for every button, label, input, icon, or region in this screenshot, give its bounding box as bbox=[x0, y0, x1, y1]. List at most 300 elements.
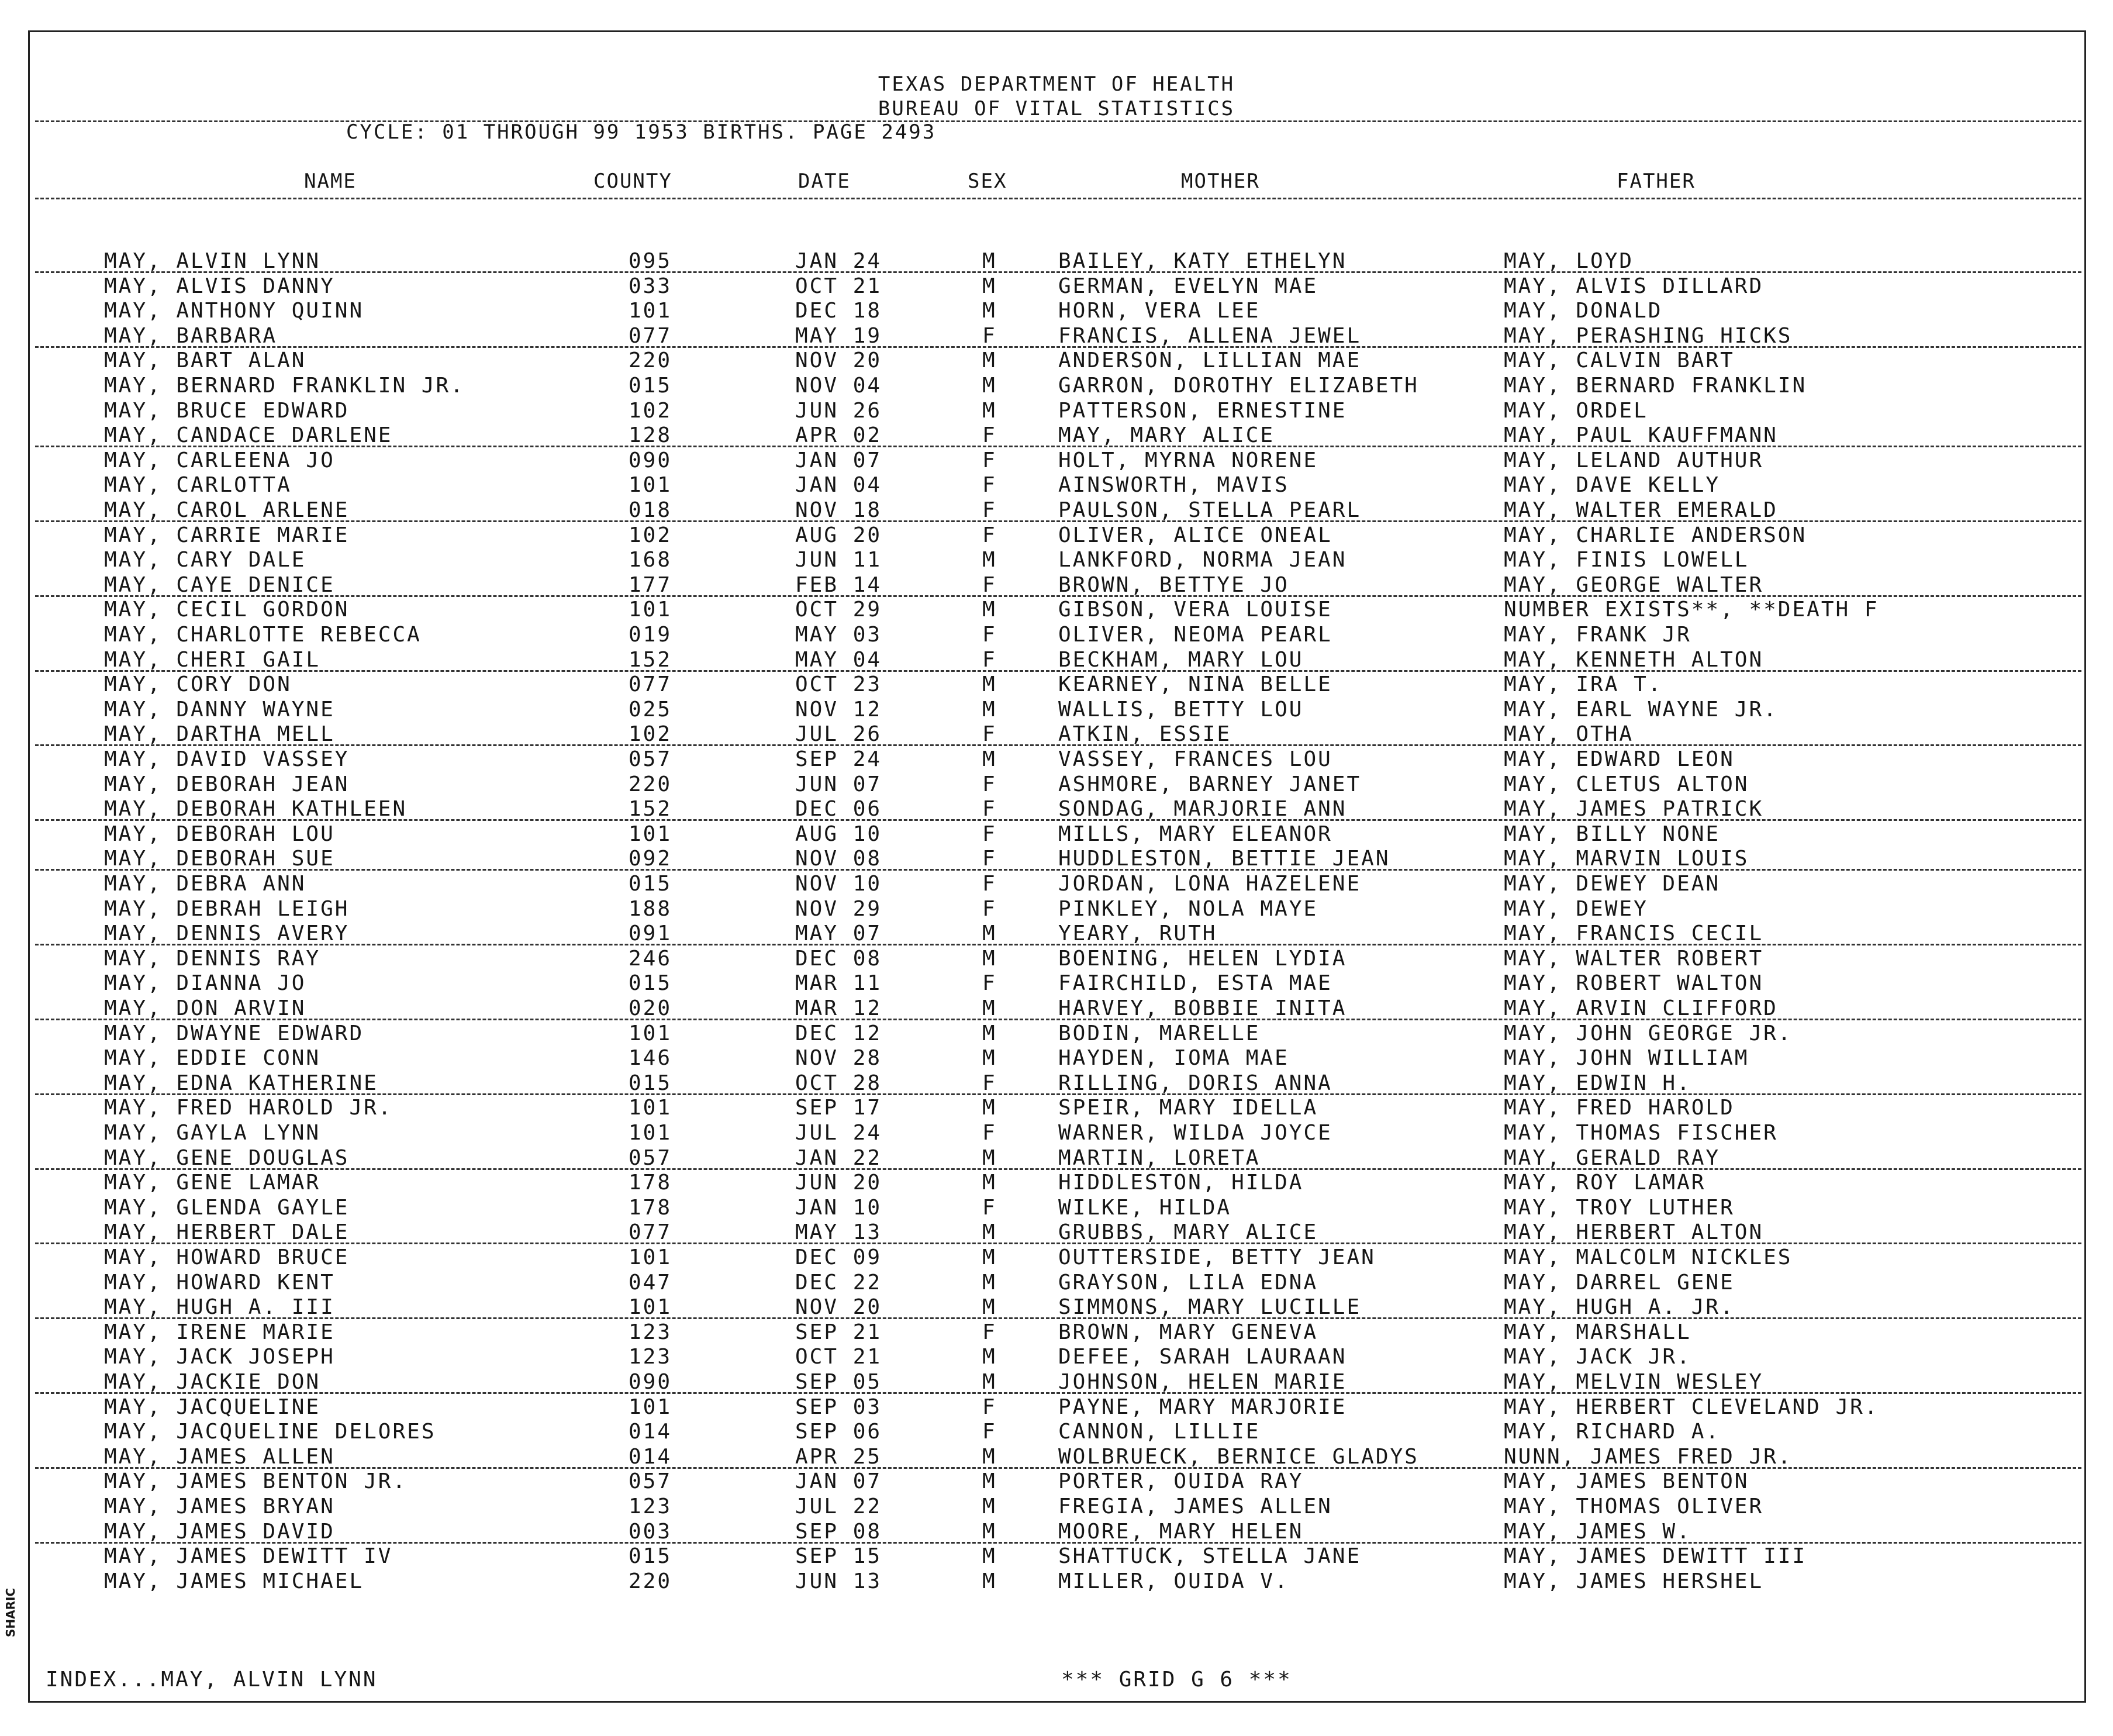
table-row bbox=[0, 1395, 2113, 1420]
record-father: MAY, WALTER EMERALD bbox=[1504, 498, 1778, 522]
record-father: MAY, THOMAS OLIVER bbox=[1504, 1495, 1764, 1518]
record-mother: SIMMONS, MARY LUCILLE bbox=[1058, 1295, 1362, 1320]
table-row bbox=[0, 872, 2113, 896]
record-sex: F bbox=[982, 797, 997, 822]
record-sex: M bbox=[982, 1270, 997, 1295]
record-sex: F bbox=[982, 772, 997, 796]
record-mother: PAULSON, STELLA PEARL bbox=[1058, 498, 1362, 522]
record-date: JUL 26 bbox=[795, 722, 882, 747]
record-date: MAY 13 bbox=[795, 1220, 882, 1245]
table-row bbox=[0, 1096, 2113, 1120]
record-sex: F bbox=[982, 822, 997, 846]
record-name: MAY, DEBORAH JEAN bbox=[104, 772, 350, 796]
record-father: MAY, MALCOLM NICKLES bbox=[1504, 1245, 1793, 1269]
record-county: 092 bbox=[629, 847, 672, 871]
record-mother: FAIRCHILD, ESTA MAE bbox=[1058, 971, 1332, 996]
record-date: AUG 10 bbox=[795, 822, 882, 846]
record-date: JAN 24 bbox=[795, 249, 882, 273]
record-name: MAY, EDNA KATHERINE bbox=[104, 1071, 378, 1095]
row-dashed-rule bbox=[35, 1542, 2081, 1544]
record-name: MAY, CARRIE MARIE bbox=[104, 523, 350, 547]
record-county: 091 bbox=[629, 922, 672, 946]
table-row bbox=[0, 1245, 2113, 1270]
record-county: 077 bbox=[629, 1220, 672, 1245]
row-dashed-rule bbox=[35, 670, 2081, 672]
record-sex: F bbox=[982, 1395, 997, 1419]
record-sex: M bbox=[982, 1519, 997, 1544]
record-date: OCT 28 bbox=[795, 1071, 882, 1095]
record-father: MAY, DARREL GENE bbox=[1504, 1270, 1735, 1295]
record-father: MAY, JAMES HERSHEL bbox=[1504, 1569, 1764, 1593]
record-mother: BOENING, HELEN LYDIA bbox=[1058, 946, 1347, 971]
record-father: MAY, FINIS LOWELL bbox=[1504, 548, 1749, 572]
record-county: 102 bbox=[629, 523, 672, 547]
record-father: MAY, JAMES W. bbox=[1504, 1519, 1691, 1544]
table-row bbox=[0, 324, 2113, 348]
row-dashed-rule bbox=[35, 1392, 2081, 1394]
record-mother: KEARNEY, NINA BELLE bbox=[1058, 672, 1332, 697]
record-sex: M bbox=[982, 299, 997, 323]
record-name: MAY, EDDIE CONN bbox=[104, 1046, 321, 1071]
record-mother: AINSWORTH, MAVIS bbox=[1058, 473, 1289, 498]
record-county: 101 bbox=[629, 1395, 672, 1419]
record-mother: HIDDLESTON, HILDA bbox=[1058, 1171, 1304, 1195]
record-father: MAY, KENNETH ALTON bbox=[1504, 647, 1764, 672]
row-dashed-rule bbox=[35, 1317, 2081, 1319]
record-sex: F bbox=[982, 1195, 997, 1220]
record-mother: MILLER, OUIDA V. bbox=[1058, 1569, 1289, 1593]
table-row bbox=[0, 947, 2113, 971]
record-mother: HUDDLESTON, BETTIE JEAN bbox=[1058, 847, 1390, 871]
record-sex: M bbox=[982, 1145, 997, 1170]
record-name: MAY, CAROL ARLENE bbox=[104, 498, 350, 522]
record-county: 220 bbox=[629, 1569, 672, 1593]
table-row bbox=[0, 672, 2113, 697]
record-sex: F bbox=[982, 971, 997, 996]
table-row bbox=[0, 249, 2113, 274]
record-father: NUNN, JAMES FRED JR. bbox=[1504, 1444, 1793, 1469]
table-row bbox=[0, 1220, 2113, 1245]
record-father: MAY, MARVIN LOUIS bbox=[1504, 847, 1749, 871]
record-father: MAY, FRANCIS CECIL bbox=[1504, 922, 1764, 946]
record-father: MAY, ROY LAMAR bbox=[1504, 1171, 1706, 1195]
record-name: MAY, CARLOTTA bbox=[104, 473, 292, 498]
record-sex: M bbox=[982, 1295, 997, 1320]
record-sex: M bbox=[982, 1444, 997, 1469]
record-mother: HAYDEN, IOMA MAE bbox=[1058, 1046, 1289, 1071]
table-row bbox=[0, 922, 2113, 946]
row-dashed-rule bbox=[35, 446, 2081, 447]
record-father: MAY, OTHA bbox=[1504, 722, 1634, 747]
record-sex: F bbox=[982, 423, 997, 448]
record-name: MAY, DEBORAH LOU bbox=[104, 822, 335, 846]
record-name: MAY, DWAYNE EDWARD bbox=[104, 1021, 364, 1045]
record-date: MAY 03 bbox=[795, 623, 882, 647]
record-date: OCT 23 bbox=[795, 672, 882, 697]
record-date: SEP 08 bbox=[795, 1519, 882, 1544]
record-date: NOV 20 bbox=[795, 348, 882, 373]
record-name: MAY, FRED HAROLD JR. bbox=[104, 1096, 393, 1120]
column-header-mother: MOTHER bbox=[1181, 170, 1260, 193]
record-sex: F bbox=[982, 623, 997, 647]
row-dashed-rule bbox=[35, 346, 2081, 348]
record-county: 018 bbox=[629, 498, 672, 522]
record-county: 128 bbox=[629, 423, 672, 448]
record-mother: BECKHAM, MARY LOU bbox=[1058, 647, 1304, 672]
record-county: 102 bbox=[629, 398, 672, 423]
record-county: 101 bbox=[629, 473, 672, 498]
table-row bbox=[0, 1569, 2113, 1594]
record-mother: RILLING, DORIS ANNA bbox=[1058, 1071, 1332, 1095]
record-mother: ANDERSON, LILLIAN MAE bbox=[1058, 348, 1362, 373]
record-sex: M bbox=[982, 274, 997, 298]
record-sex: M bbox=[982, 1495, 997, 1518]
record-county: 101 bbox=[629, 1245, 672, 1269]
record-mother: MOORE, MARY HELEN bbox=[1058, 1519, 1304, 1544]
record-name: MAY, DEBRAH LEIGH bbox=[104, 896, 350, 921]
record-sex: M bbox=[982, 249, 997, 273]
record-county: 220 bbox=[629, 348, 672, 373]
table-row bbox=[0, 1320, 2113, 1345]
record-mother: BROWN, MARY GENEVA bbox=[1058, 1320, 1318, 1344]
table-row bbox=[0, 348, 2113, 373]
department-title: TEXAS DEPARTMENT OF HEALTH bbox=[878, 73, 1235, 96]
record-name: MAY, JAMES BENTON JR. bbox=[104, 1469, 408, 1494]
record-county: 014 bbox=[629, 1444, 672, 1469]
table-row bbox=[0, 1295, 2113, 1320]
record-date: DEC 09 bbox=[795, 1245, 882, 1269]
table-row bbox=[0, 1146, 2113, 1171]
record-sex: M bbox=[982, 1569, 997, 1593]
record-date: JAN 10 bbox=[795, 1195, 882, 1220]
record-father: MAY, JACK JR. bbox=[1504, 1345, 1691, 1369]
record-name: MAY, GENE DOUGLAS bbox=[104, 1145, 350, 1170]
record-mother: GERMAN, EVELYN MAE bbox=[1058, 274, 1318, 298]
record-father: MAY, LOYD bbox=[1504, 249, 1634, 273]
record-name: MAY, BARBARA bbox=[104, 323, 278, 348]
row-dashed-rule bbox=[35, 520, 2081, 522]
record-father: MAY, JOHN WILLIAM bbox=[1504, 1046, 1749, 1071]
side-label: SHARIC bbox=[4, 1587, 18, 1637]
record-name: MAY, DEBORAH KATHLEEN bbox=[104, 797, 408, 822]
table-row bbox=[0, 1046, 2113, 1071]
record-sex: F bbox=[982, 872, 997, 896]
table-row bbox=[0, 473, 2113, 498]
record-mother: DEFEE, SARAH LAURAAN bbox=[1058, 1345, 1347, 1369]
record-father: MAY, HERBERT ALTON bbox=[1504, 1220, 1764, 1245]
table-row bbox=[0, 374, 2113, 398]
table-row bbox=[0, 548, 2113, 572]
record-father: MAY, HUGH A. JR. bbox=[1504, 1295, 1735, 1320]
record-date: NOV 20 bbox=[795, 1295, 882, 1320]
record-date: MAY 19 bbox=[795, 323, 882, 348]
table-row bbox=[0, 1520, 2113, 1544]
record-county: 090 bbox=[629, 1370, 672, 1394]
record-name: MAY, JACQUELINE bbox=[104, 1395, 321, 1419]
record-date: MAY 04 bbox=[795, 647, 882, 672]
record-date: OCT 21 bbox=[795, 1345, 882, 1369]
record-county: 101 bbox=[629, 1096, 672, 1120]
record-sex: F bbox=[982, 647, 997, 672]
record-date: JUL 22 bbox=[795, 1495, 882, 1518]
record-mother: OLIVER, NEOMA PEARL bbox=[1058, 623, 1332, 647]
record-father: MAY, ORDEL bbox=[1504, 398, 1648, 423]
record-date: APR 25 bbox=[795, 1444, 882, 1469]
bureau-title: BUREAU OF VITAL STATISTICS bbox=[878, 97, 1235, 120]
record-mother: JORDAN, LONA HAZELENE bbox=[1058, 872, 1362, 896]
record-date: DEC 18 bbox=[795, 299, 882, 323]
record-father: MAY, PAUL KAUFFMANN bbox=[1504, 423, 1778, 448]
record-county: 101 bbox=[629, 1121, 672, 1145]
record-sex: F bbox=[982, 523, 997, 547]
record-county: 047 bbox=[629, 1270, 672, 1295]
record-county: 101 bbox=[629, 822, 672, 846]
record-county: 178 bbox=[629, 1171, 672, 1195]
table-row bbox=[0, 1370, 2113, 1395]
record-date: OCT 21 bbox=[795, 274, 882, 298]
record-mother: HORN, VERA LEE bbox=[1058, 299, 1261, 323]
record-sex: F bbox=[982, 323, 997, 348]
record-date: JAN 22 bbox=[795, 1145, 882, 1170]
table-row bbox=[0, 448, 2113, 473]
record-sex: F bbox=[982, 1071, 997, 1095]
record-father: MAY, DEWEY bbox=[1504, 896, 1648, 921]
record-father: MAY, BERNARD FRANKLIN bbox=[1504, 374, 1807, 398]
record-date: JUN 07 bbox=[795, 772, 882, 796]
row-dashed-rule bbox=[35, 744, 2081, 746]
table-row bbox=[0, 1121, 2113, 1145]
table-row bbox=[0, 847, 2113, 871]
row-dashed-rule bbox=[35, 595, 2081, 597]
record-father: MAY, DAVE KELLY bbox=[1504, 473, 1721, 498]
record-date: MAR 11 bbox=[795, 971, 882, 996]
column-header-sex: SEX bbox=[968, 170, 1007, 193]
record-mother: GRUBBS, MARY ALICE bbox=[1058, 1220, 1318, 1245]
table-row bbox=[0, 1469, 2113, 1494]
record-father: MAY, HERBERT CLEVELAND JR. bbox=[1504, 1395, 1879, 1419]
record-father: MAY, MELVIN WESLEY bbox=[1504, 1370, 1764, 1394]
record-sex: F bbox=[982, 1320, 997, 1344]
record-sex: M bbox=[982, 374, 997, 398]
record-mother: BODIN, MARELLE bbox=[1058, 1021, 1261, 1045]
record-sex: F bbox=[982, 847, 997, 871]
record-name: MAY, DENNIS AVERY bbox=[104, 922, 350, 946]
row-dashed-rule bbox=[35, 819, 2081, 821]
record-date: NOV 04 bbox=[795, 374, 882, 398]
record-mother: SPEIR, MARY IDELLA bbox=[1058, 1096, 1318, 1120]
record-mother: BAILEY, KATY ETHELYN bbox=[1058, 249, 1347, 273]
table-row bbox=[0, 299, 2113, 323]
record-sex: M bbox=[982, 1245, 997, 1269]
record-father: MAY, TROY LUTHER bbox=[1504, 1195, 1735, 1220]
record-father: MAY, PERASHING HICKS bbox=[1504, 323, 1793, 348]
record-county: 020 bbox=[629, 996, 672, 1020]
record-county: 246 bbox=[629, 946, 672, 971]
record-date: MAR 12 bbox=[795, 996, 882, 1020]
record-sex: F bbox=[982, 1420, 997, 1444]
record-date: DEC 12 bbox=[795, 1021, 882, 1045]
table-row bbox=[0, 598, 2113, 622]
record-sex: F bbox=[982, 448, 997, 472]
record-father: MAY, MARSHALL bbox=[1504, 1320, 1691, 1344]
record-sex: F bbox=[982, 473, 997, 498]
record-name: MAY, DAVID VASSEY bbox=[104, 747, 350, 771]
record-mother: FREGIA, JAMES ALLEN bbox=[1058, 1495, 1332, 1518]
record-sex: M bbox=[982, 1046, 997, 1071]
record-sex: M bbox=[982, 697, 997, 722]
row-dashed-rule bbox=[35, 1243, 2081, 1244]
record-name: MAY, CHERI GAIL bbox=[104, 647, 321, 672]
record-date: NOV 18 bbox=[795, 498, 882, 522]
table-row bbox=[0, 897, 2113, 922]
record-father: MAY, FRANK JR bbox=[1504, 623, 1691, 647]
record-mother: PINKLEY, NOLA MAYE bbox=[1058, 896, 1318, 921]
table-row bbox=[0, 971, 2113, 996]
record-date: SEP 17 bbox=[795, 1096, 882, 1120]
table-row bbox=[0, 996, 2113, 1021]
record-sex: M bbox=[982, 548, 997, 572]
header-dashed-rule bbox=[35, 120, 2081, 122]
record-name: MAY, JACQUELINE DELORES bbox=[104, 1420, 436, 1444]
table-row bbox=[0, 1345, 2113, 1369]
record-mother: PORTER, OUIDA RAY bbox=[1058, 1469, 1304, 1494]
record-sex: M bbox=[982, 1021, 997, 1045]
row-dashed-rule bbox=[35, 869, 2081, 871]
record-county: 033 bbox=[629, 274, 672, 298]
record-county: 077 bbox=[629, 672, 672, 697]
record-name: MAY, JAMES ALLEN bbox=[104, 1444, 335, 1469]
record-mother: PATTERSON, ERNESTINE bbox=[1058, 398, 1347, 423]
record-name: MAY, ANTHONY QUINN bbox=[104, 299, 364, 323]
table-row bbox=[0, 1196, 2113, 1220]
record-mother: VASSEY, FRANCES LOU bbox=[1058, 747, 1332, 771]
record-name: MAY, GENE LAMAR bbox=[104, 1171, 321, 1195]
record-mother: JOHNSON, HELEN MARIE bbox=[1058, 1370, 1347, 1394]
record-sex: F bbox=[982, 722, 997, 747]
table-row bbox=[0, 1171, 2113, 1195]
record-name: MAY, ALVIN LYNN bbox=[104, 249, 321, 273]
record-father: MAY, JAMES PATRICK bbox=[1504, 797, 1764, 822]
record-county: 188 bbox=[629, 896, 672, 921]
record-mother: ATKIN, ESSIE bbox=[1058, 722, 1232, 747]
record-date: FEB 14 bbox=[795, 572, 882, 597]
record-name: MAY, BART ALAN bbox=[104, 348, 306, 373]
record-county: 101 bbox=[629, 1295, 672, 1320]
record-name: MAY, HUGH A. III bbox=[104, 1295, 335, 1320]
record-father: MAY, EDWARD LEON bbox=[1504, 747, 1735, 771]
record-name: MAY, CARLEENA JO bbox=[104, 448, 335, 472]
table-row bbox=[0, 797, 2113, 822]
record-sex: M bbox=[982, 672, 997, 697]
record-mother: GRAYSON, LILA EDNA bbox=[1058, 1270, 1318, 1295]
table-row bbox=[0, 573, 2113, 598]
record-sex: M bbox=[982, 1345, 997, 1369]
record-sex: M bbox=[982, 996, 997, 1020]
record-name: MAY, DEBRA ANN bbox=[104, 872, 306, 896]
record-county: 057 bbox=[629, 1145, 672, 1170]
table-row bbox=[0, 423, 2113, 448]
table-row bbox=[0, 1445, 2113, 1469]
record-sex: M bbox=[982, 1370, 997, 1394]
record-father: MAY, CHARLIE ANDERSON bbox=[1504, 523, 1807, 547]
record-name: MAY, GLENDA GAYLE bbox=[104, 1195, 350, 1220]
record-date: NOV 12 bbox=[795, 697, 882, 722]
column-header-dashed-rule bbox=[35, 198, 2081, 199]
record-name: MAY, JACKIE DON bbox=[104, 1370, 321, 1394]
record-county: 177 bbox=[629, 572, 672, 597]
record-name: MAY, CARY DALE bbox=[104, 548, 306, 572]
record-date: JAN 07 bbox=[795, 448, 882, 472]
record-county: 102 bbox=[629, 722, 672, 747]
row-dashed-rule bbox=[35, 944, 2081, 945]
record-father: MAY, BILLY NONE bbox=[1504, 822, 1721, 846]
record-name: MAY, JAMES BRYAN bbox=[104, 1495, 335, 1518]
record-sex: F bbox=[982, 498, 997, 522]
record-father: MAY, ARVIN CLIFFORD bbox=[1504, 996, 1778, 1020]
record-name: MAY, DANNY WAYNE bbox=[104, 697, 335, 722]
record-name: MAY, DEBORAH SUE bbox=[104, 847, 335, 871]
record-father: MAY, THOMAS FISCHER bbox=[1504, 1121, 1778, 1145]
record-mother: ASHMORE, BARNEY JANET bbox=[1058, 772, 1362, 796]
record-name: MAY, BRUCE EDWARD bbox=[104, 398, 350, 423]
record-name: MAY, DENNIS RAY bbox=[104, 946, 321, 971]
record-date: JAN 07 bbox=[795, 1469, 882, 1494]
table-row bbox=[0, 523, 2113, 548]
row-dashed-rule bbox=[35, 271, 2081, 273]
record-father: MAY, GEORGE WALTER bbox=[1504, 572, 1764, 597]
record-county: 146 bbox=[629, 1046, 672, 1071]
record-county: 057 bbox=[629, 1469, 672, 1494]
table-row bbox=[0, 1071, 2113, 1096]
record-date: MAY 07 bbox=[795, 922, 882, 946]
record-mother: CANNON, LILLIE bbox=[1058, 1420, 1261, 1444]
record-county: 015 bbox=[629, 971, 672, 996]
record-name: MAY, DON ARVIN bbox=[104, 996, 306, 1020]
record-mother: WALLIS, BETTY LOU bbox=[1058, 697, 1304, 722]
record-father: MAY, IRA T. bbox=[1504, 672, 1663, 697]
record-county: 101 bbox=[629, 299, 672, 323]
record-sex: M bbox=[982, 747, 997, 771]
record-father: MAY, DEWEY DEAN bbox=[1504, 872, 1721, 896]
record-mother: WOLBRUECK, BERNICE GLADYS bbox=[1058, 1444, 1419, 1469]
record-father: MAY, EDWIN H. bbox=[1504, 1071, 1691, 1095]
record-date: SEP 15 bbox=[795, 1544, 882, 1569]
record-sex: M bbox=[982, 398, 997, 423]
record-sex: F bbox=[982, 1121, 997, 1145]
record-date: NOV 10 bbox=[795, 872, 882, 896]
record-date: SEP 03 bbox=[795, 1395, 882, 1419]
record-mother: BROWN, BETTYE JO bbox=[1058, 572, 1289, 597]
record-mother: SHATTUCK, STELLA JANE bbox=[1058, 1544, 1362, 1569]
record-date: JUN 13 bbox=[795, 1569, 882, 1593]
index-footer: INDEX...MAY, ALVIN LYNN bbox=[46, 1668, 378, 1692]
record-sex: F bbox=[982, 896, 997, 921]
record-county: 015 bbox=[629, 872, 672, 896]
record-county: 220 bbox=[629, 772, 672, 796]
record-father: MAY, CLETUS ALTON bbox=[1504, 772, 1749, 796]
record-date: SEP 06 bbox=[795, 1420, 882, 1444]
record-mother: PAYNE, MARY MARJORIE bbox=[1058, 1395, 1347, 1419]
record-name: MAY, ALVIS DANNY bbox=[104, 274, 335, 298]
grid-footer: *** GRID G 6 *** bbox=[1061, 1668, 1292, 1692]
record-date: OCT 29 bbox=[795, 598, 882, 622]
record-name: MAY, JAMES DAVID bbox=[104, 1519, 335, 1544]
record-name: MAY, JACK JOSEPH bbox=[104, 1345, 335, 1369]
record-mother: FRANCIS, ALLENA JEWEL bbox=[1058, 323, 1362, 348]
record-sex: M bbox=[982, 598, 997, 622]
table-row bbox=[0, 772, 2113, 797]
record-mother: OLIVER, ALICE ONEAL bbox=[1058, 523, 1332, 547]
